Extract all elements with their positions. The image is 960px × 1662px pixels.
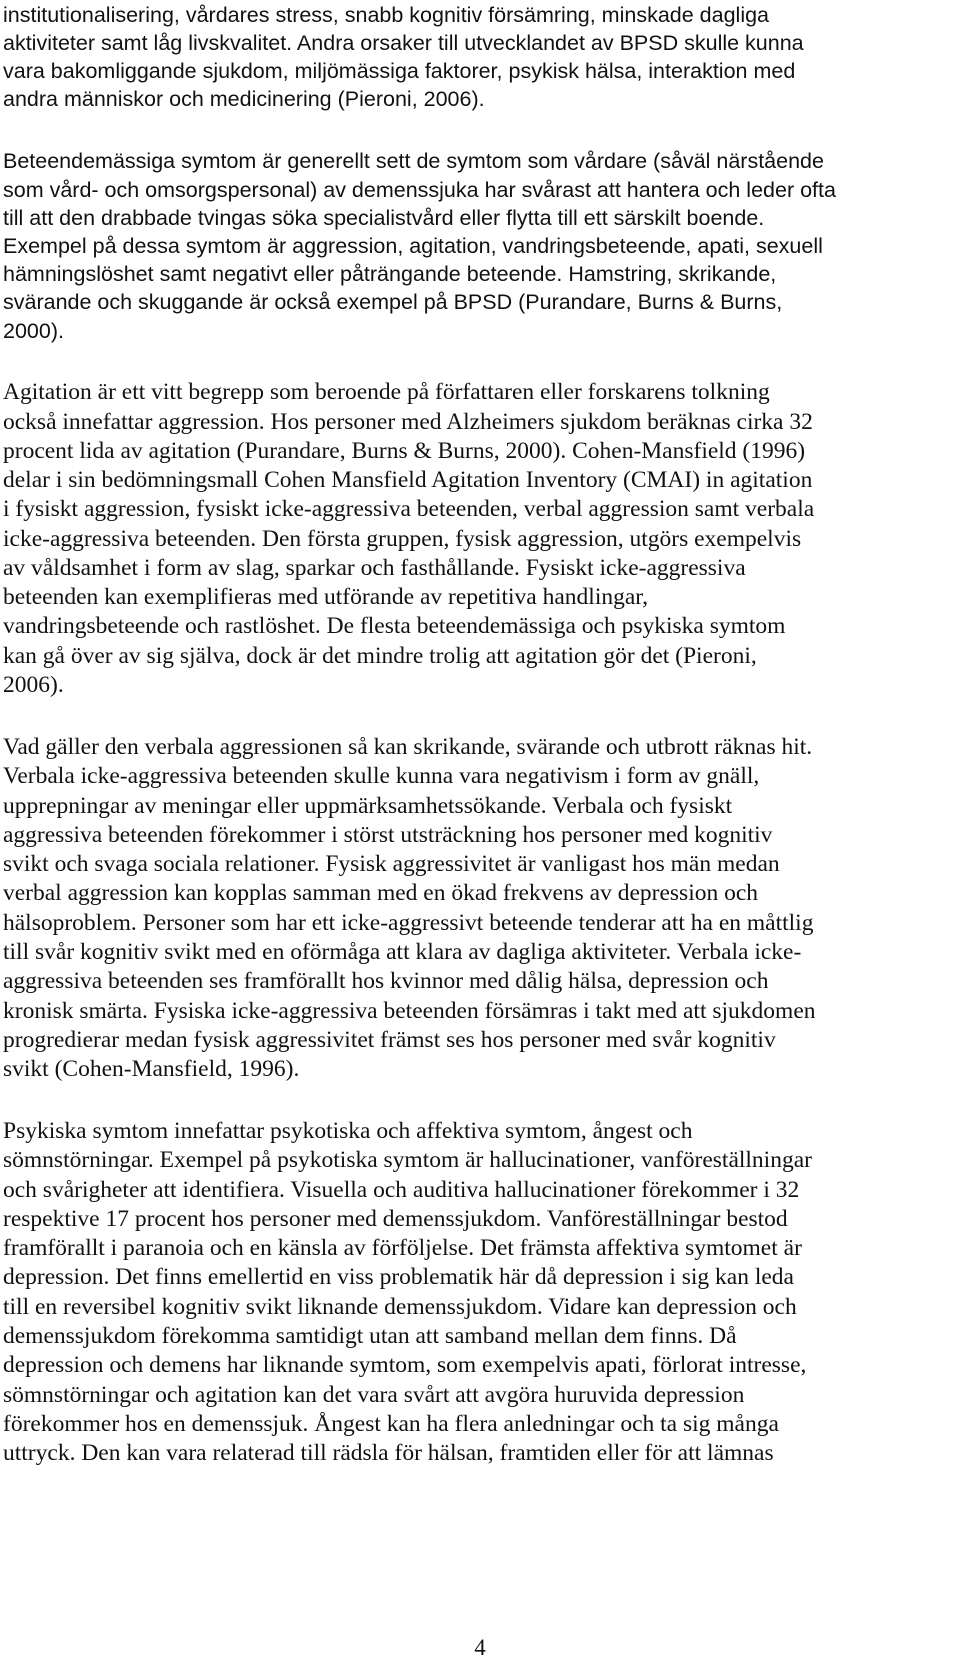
text-line: delar i sin bedömningsmall Cohen Mansfield Agitation Inventory (CMAI) in agitation xyxy=(3,467,813,493)
text-line: svikt och svaga sociala relationer. Fysisk aggressivitet är vanligast hos män medan xyxy=(3,851,780,877)
text-line: sömnstörningar och agitation kan det vara svårt att avgöra huruvida depression xyxy=(3,1382,745,1408)
page-number: 4 xyxy=(474,1635,486,1660)
text-line: procent lida av agitation (Purandare, Burns & Burns, 2000). Cohen-Mansfield (1996) xyxy=(3,438,806,464)
text-line: Agitation är ett vitt begrepp som beroende på författaren eller forskarens tolkning xyxy=(3,379,770,405)
text-line: icke-aggressiva beteenden. Den första gruppen, fysisk aggression, utgörs exempelvis xyxy=(3,526,802,552)
text-line: depression och demens har liknande symtom, som exempelvis apati, förlorat intresse, xyxy=(3,1352,807,1378)
text-line: sömnstörningar. Exempel på psykotiska symtom är hallucinationer, vanföreställningar xyxy=(3,1147,812,1173)
text-line: också innefattar aggression. Hos personer med Alzheimers sjukdom beräknas cirka 32 xyxy=(3,409,813,435)
text-line: upprepningar av meningar eller uppmärksamhetssökande. Verbala och fysiskt xyxy=(3,793,733,819)
text-line: demenssjukdom förekomma samtidigt utan att samband mellan dem finns. Då xyxy=(3,1323,737,1349)
text-line: 2000). xyxy=(3,319,64,343)
text-line: vandringsbeteende och rastlöshet. De flesta beteendemässiga och psykiska symtom xyxy=(3,613,786,639)
text-line: andra människor och medicinering (Pieroni, 2006). xyxy=(3,87,485,111)
text-line: Verbala icke-aggressiva beteenden skulle kunna vara negativism i form av gnäll, xyxy=(3,763,760,789)
text-line: hämningslöshet samt negativt eller påträngande beteende. Hamstring, skrikande, xyxy=(3,262,777,286)
text-line: kronisk smärta. Fysiska icke-aggressiva beteenden försämras i takt med att sjukdomen xyxy=(3,998,816,1024)
text-line: vara bakomliggande sjukdom, miljömässiga faktorer, psykisk hälsa, interaktion med xyxy=(3,59,796,83)
text-line: till svår kognitiv svikt med en oförmåga att klara av dagliga aktiviteter. Verbala icke- xyxy=(3,939,802,965)
text-line: aggressiva beteenden förekommer i störst utsträckning hos personer med kognitiv xyxy=(3,822,773,848)
text-line: Exempel på dessa symtom är aggression, agitation, vandringsbeteende, apati, sexuell xyxy=(3,234,823,258)
text-line: beteenden kan exemplifieras med utförande av repetitiva handlingar, xyxy=(3,584,649,610)
text-line: Vad gäller den verbala aggressionen så kan skrikande, svärande och utbrott räknas hit. xyxy=(3,734,813,760)
text-line: och svårigheter att identifiera. Visuella och auditiva hallucinationer förekommer i 32 xyxy=(3,1177,800,1203)
text-line: institutionalisering, vårdares stress, snabb kognitiv försämring, minskade dagliga xyxy=(3,3,770,27)
text-line: till att den drabbade tvingas söka specialistvård eller flytta till ett särskilt boende. xyxy=(3,206,765,230)
text-line: aggressiva beteenden ses framförallt hos kvinnor med dålig hälsa, depression och xyxy=(3,968,769,994)
text-line: av våldsamhet i form av slag, sparkar och fasthållande. Fysiskt icke-aggressiva xyxy=(3,555,746,581)
text-line: respektive 17 procent hos personer med demenssjukdom. Vanföreställningar bestod xyxy=(3,1206,788,1232)
text-line: kan gå över av sig själva, dock är det mindre trolig att agitation gör det (Pieroni, xyxy=(3,643,757,669)
text-line: Psykiska symtom innefattar psykotiska och affektiva symtom, ångest och xyxy=(3,1118,693,1144)
text-line: framförallt i paranoia och en känsla av förföljelse. Det främsta affektiva symtomet är xyxy=(3,1235,802,1261)
text-line: i fysiskt aggression, fysiskt icke-aggressiva beteenden, verbal aggression samt verbala xyxy=(3,496,815,522)
text-line: 2006). xyxy=(3,672,64,698)
text-line: till en reversibel kognitiv svikt liknande demenssjukdom. Vidare kan depression och xyxy=(3,1294,797,1320)
text-line: aktiviteter samt låg livskvalitet. Andra orsaker till utvecklandet av BPSD skulle kunna xyxy=(3,31,804,55)
text-line: svikt (Cohen-Mansfield, 1996). xyxy=(3,1056,300,1082)
text-line: Beteendemässiga symtom är generellt sett de symtom som vårdare (såväl närstående xyxy=(3,149,824,173)
text-line: hälsoproblem. Personer som har ett icke-aggressivt beteende tenderar att ha en måttlig xyxy=(3,910,814,936)
text-line: progredierar medan fysisk aggressivitet främst ses hos personer med svår kognitiv xyxy=(3,1027,776,1053)
text-line: depression. Det finns emellertid en viss problematik här då depression i sig kan leda xyxy=(3,1264,794,1290)
text-line: förekommer hos en demenssjuk. Ångest kan ha flera anledningar och ta sig många xyxy=(3,1411,779,1437)
text-line: som vård- och omsorgspersonal) av demenssjuka har svårast att hantera och leder ofta xyxy=(3,178,836,202)
text-line: svärande och skuggande är också exempel på BPSD (Purandare, Burns & Burns, xyxy=(3,290,783,314)
text-line: uttryck. Den kan vara relaterad till rädsla för hälsan, framtiden eller för att lämnas xyxy=(3,1440,774,1466)
text-line: verbal aggression kan kopplas samman med en ökad frekvens av depression och xyxy=(3,880,759,906)
